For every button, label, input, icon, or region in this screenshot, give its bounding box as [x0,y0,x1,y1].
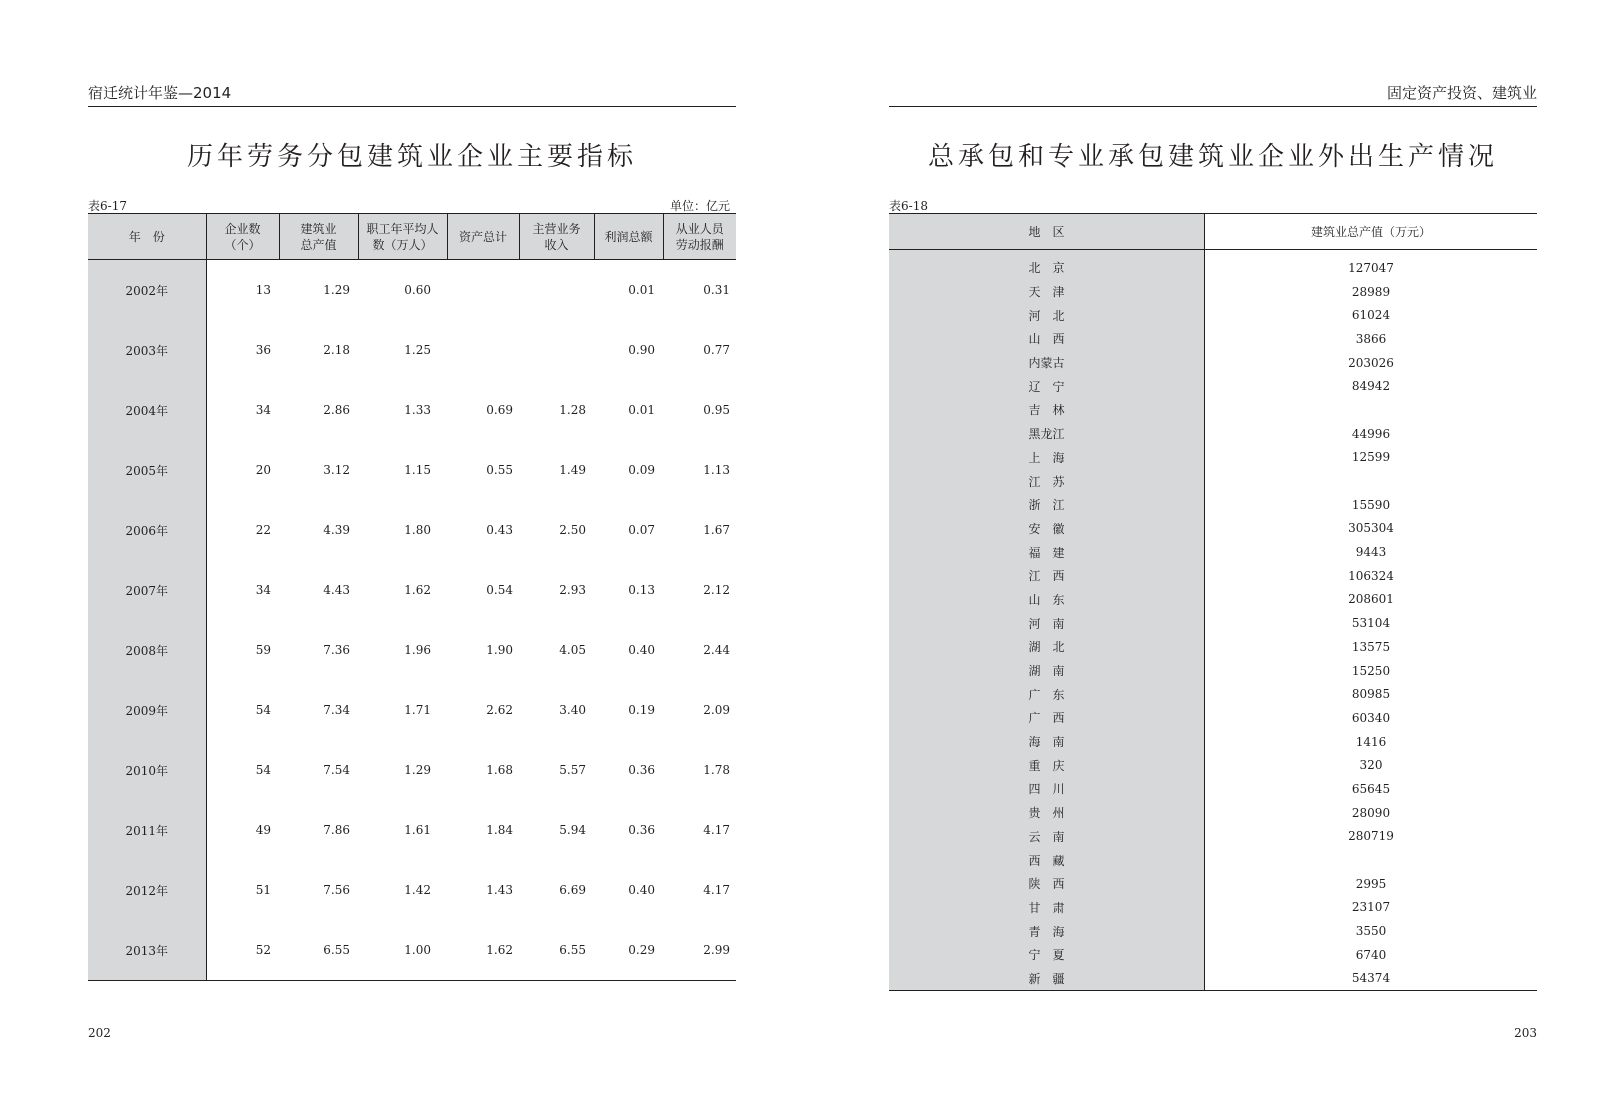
table-row [889,303,1537,327]
cell-output-value: 1416 [1355,734,1387,749]
running-head-left [88,84,736,107]
header-assets: 资产总计 [447,214,519,260]
cell-profit: 0.01 [628,403,655,417]
running-head-right [889,84,1537,107]
cell-region: 辽 宁 [889,374,1205,398]
table-header-row [88,214,736,260]
cell-profit: 0.36 [628,823,655,837]
cell-region: 湖 南 [889,659,1205,683]
cell-region: 山 西 [889,327,1205,351]
cell-staff: 1.42 [404,883,431,897]
cell-output-value: 2995 [1355,876,1387,891]
cell-revenue: 6.69 [559,883,586,897]
cell-region: 福 建 [889,540,1205,564]
cell-pay: 0.77 [703,343,730,357]
table-row [88,500,736,560]
table-row [889,872,1537,896]
cell-staff: 1.62 [404,583,431,597]
cell-staff: 1.80 [404,523,431,537]
cell-pay: 2.44 [703,643,730,657]
cell-assets: 1.62 [486,943,513,957]
cell-assets [447,260,519,321]
cell-output-value: 28090 [1351,805,1391,820]
cell-staff: 0.60 [404,283,431,297]
cell-region: 吉 林 [889,398,1205,422]
table-row [88,320,736,380]
page-title-left: 历年劳务分包建筑业企业主要指标 [186,142,637,172]
cell-profit: 0.09 [628,463,655,477]
cell-region: 湖 北 [889,635,1205,659]
table-header-row [889,214,1537,250]
page-title-right: 总承包和专业承包建筑业企业外出生产情况 [927,142,1498,172]
cell-firms: 59 [255,643,271,657]
cell-region: 贵 州 [889,801,1205,825]
table-row [889,422,1537,446]
table-row [889,682,1537,706]
cell-profit: 0.01 [628,283,655,297]
cell-firms: 20 [255,463,271,477]
cell-staff: 1.29 [404,763,431,777]
cell-firms: 54 [255,763,271,777]
cell-output: 7.36 [323,643,350,657]
cell-pay: 2.99 [703,943,730,957]
cell-output-value: 127047 [1348,260,1394,275]
cell-assets: 0.69 [486,403,513,417]
cell-pay: 1.67 [703,523,730,537]
cell-output-value: 13575 [1351,639,1391,654]
cell-pay: 1.13 [703,463,730,477]
cell-region: 西 藏 [889,848,1205,872]
yearbook-title: 宿迁统计年鉴—2014 [88,84,232,102]
cell-output-value: 65645 [1351,781,1391,796]
table-row [88,680,736,740]
cell-staff: 1.71 [404,703,431,717]
cell-pay: 1.78 [703,763,730,777]
table-row [889,659,1537,683]
cell-output-value: 84942 [1351,379,1391,394]
cell-region: 天 津 [889,280,1205,304]
header-staff: 职工年平均人 数（万人） [358,214,447,260]
table-number-right: 表6-18 [889,199,928,213]
cell-output-value: 54374 [1351,971,1391,986]
table-row [889,943,1537,967]
cell-staff: 1.15 [404,463,431,477]
cell-region: 云 南 [889,825,1205,849]
cell-year: 2004年 [88,380,206,440]
table-row [88,560,736,620]
cell-output: 3.12 [323,463,350,477]
cell-assets: 0.55 [486,463,513,477]
cell-region: 广 东 [889,682,1205,706]
table-row [889,825,1537,849]
cell-revenue: 5.57 [559,763,586,777]
table-row [88,920,736,981]
cell-revenue: 5.94 [559,823,586,837]
cell-output-value [1205,469,1538,493]
cell-region: 陕 西 [889,872,1205,896]
cell-region: 北 京 [889,250,1205,280]
cell-assets [447,320,519,380]
cell-region: 山 东 [889,588,1205,612]
cell-output-value: 9443 [1355,545,1387,560]
table-row [889,777,1537,801]
cell-profit: 0.40 [628,883,655,897]
cell-output-value: 3550 [1355,924,1387,939]
cell-year: 2005年 [88,440,206,500]
cell-year: 2006年 [88,500,206,560]
cell-output-value: 208601 [1348,592,1394,607]
cell-year: 2009年 [88,680,206,740]
page-number-left: 202 [88,1026,111,1040]
table-row [889,327,1537,351]
cell-output-value: 53104 [1351,616,1391,631]
table-row [889,730,1537,754]
cell-output-value: 203026 [1348,355,1394,370]
table-row [889,753,1537,777]
header-revenue: 主营业务 收入 [519,214,594,260]
cell-region: 青 海 [889,919,1205,943]
header-region: 地 区 [889,214,1205,250]
cell-region: 甘 肃 [889,896,1205,920]
cell-output-value: 23107 [1351,900,1391,915]
chapter-title: 固定资产投资、建筑业 [1386,84,1537,102]
cell-region: 上 海 [889,446,1205,470]
cell-output-value [1205,398,1538,422]
cell-output-value: 28989 [1351,284,1391,299]
cell-region: 浙 江 [889,493,1205,517]
cell-firms: 34 [255,403,271,417]
cell-region: 海 南 [889,730,1205,754]
cell-firms: 22 [255,523,271,537]
cell-region: 广 西 [889,706,1205,730]
cell-output: 4.39 [323,523,350,537]
cell-output-value: 80985 [1351,687,1391,702]
header-year: 年 份 [88,214,206,260]
cell-output: 7.34 [323,703,350,717]
cell-revenue: 2.93 [559,583,586,597]
table-row [889,588,1537,612]
cell-year: 2003年 [88,320,206,380]
header-output-value: 建筑业总产值（万元） [1205,214,1538,250]
cell-revenue: 1.28 [559,403,586,417]
table-row [889,374,1537,398]
table-row [889,250,1537,280]
cell-output-value: 106324 [1348,568,1394,583]
cell-profit: 0.13 [628,583,655,597]
cell-profit: 0.40 [628,643,655,657]
labor-subcontract-table [88,213,736,981]
cell-revenue: 1.49 [559,463,586,477]
table-row [889,469,1537,493]
header-profit: 利润总额 [594,214,663,260]
cell-staff: 1.96 [404,643,431,657]
cell-pay: 0.31 [703,283,730,297]
table-unit: 单位：亿元 [669,199,730,213]
table-row [889,493,1537,517]
cell-year: 2002年 [88,260,206,321]
header-output: 建筑业 总产值 [279,214,358,260]
cell-region: 重 庆 [889,753,1205,777]
cell-revenue [519,260,594,321]
table-row [88,860,736,920]
cell-year: 2007年 [88,560,206,620]
cell-firms: 54 [255,703,271,717]
cell-output: 4.43 [323,583,350,597]
cell-year: 2013年 [88,920,206,981]
cell-output-value: 15590 [1351,497,1391,512]
table-row [889,280,1537,304]
cell-pay: 2.12 [703,583,730,597]
cell-output-value: 15250 [1351,663,1391,678]
cell-region: 江 西 [889,564,1205,588]
cell-output: 2.86 [323,403,350,417]
cell-profit: 0.90 [628,343,655,357]
cell-output-value: 6740 [1355,947,1387,962]
header-pay: 从业人员 劳动报酬 [663,214,736,260]
table-row [889,967,1537,991]
cell-staff: 1.33 [404,403,431,417]
page-number-right: 203 [1514,1026,1537,1040]
table-row [889,446,1537,470]
table-row [889,564,1537,588]
cell-region: 四 川 [889,777,1205,801]
cell-revenue: 4.05 [559,643,586,657]
cell-region: 黑龙江 [889,422,1205,446]
cell-region: 河 南 [889,611,1205,635]
cell-assets: 1.90 [486,643,513,657]
outbound-production-table [889,213,1537,991]
cell-pay: 4.17 [703,823,730,837]
cell-revenue: 6.55 [559,943,586,957]
table-row [88,380,736,440]
table-row [889,919,1537,943]
cell-profit: 0.19 [628,703,655,717]
cell-year: 2010年 [88,740,206,800]
cell-profit: 0.36 [628,763,655,777]
cell-output-value: 44996 [1351,426,1391,441]
cell-output-value: 280719 [1348,829,1394,844]
cell-assets: 0.43 [486,523,513,537]
cell-region: 宁 夏 [889,943,1205,967]
cell-profit: 0.29 [628,943,655,957]
cell-assets: 2.62 [486,703,513,717]
cell-firms: 52 [255,943,271,957]
table-row [88,800,736,860]
cell-firms: 51 [255,883,271,897]
cell-output: 1.29 [323,283,350,297]
cell-output-value: 3866 [1355,331,1387,346]
table-row [889,706,1537,730]
cell-pay: 2.09 [703,703,730,717]
cell-region: 安 徽 [889,517,1205,541]
cell-output-value: 305304 [1348,521,1394,536]
table-row [889,351,1537,375]
table-row [889,848,1537,872]
cell-pay: 0.95 [703,403,730,417]
cell-output: 2.18 [323,343,350,357]
cell-revenue [519,320,594,380]
cell-assets: 1.84 [486,823,513,837]
cell-firms: 13 [255,283,271,297]
cell-output-value [1205,848,1538,872]
cell-pay: 4.17 [703,883,730,897]
cell-output: 7.56 [323,883,350,897]
table-row [889,801,1537,825]
cell-output-value: 320 [1359,758,1383,773]
cell-revenue: 3.40 [559,703,586,717]
cell-region: 新 疆 [889,967,1205,991]
table-row [889,540,1537,564]
table-row [88,620,736,680]
table-row [889,398,1537,422]
cell-output-value: 60340 [1351,710,1391,725]
left-page [88,0,736,1099]
header-firms: 企业数 （个） [206,214,279,260]
cell-region: 河 北 [889,303,1205,327]
cell-firms: 36 [255,343,271,357]
cell-profit: 0.07 [628,523,655,537]
table-row [88,440,736,500]
cell-output-value: 61024 [1351,308,1391,323]
cell-assets: 0.54 [486,583,513,597]
cell-staff: 1.00 [404,943,431,957]
table-number-left: 表6-17 [88,199,127,213]
cell-firms: 49 [255,823,271,837]
cell-firms: 34 [255,583,271,597]
cell-staff: 1.61 [404,823,431,837]
table-row [88,740,736,800]
cell-assets: 1.43 [486,883,513,897]
cell-year: 2008年 [88,620,206,680]
table-row [889,517,1537,541]
cell-year: 2012年 [88,860,206,920]
right-page [889,0,1537,1099]
table-row [88,260,736,321]
cell-region: 江 苏 [889,469,1205,493]
cell-region: 内蒙古 [889,351,1205,375]
cell-assets: 1.68 [486,763,513,777]
cell-staff: 1.25 [404,343,431,357]
cell-year: 2011年 [88,800,206,860]
cell-revenue: 2.50 [559,523,586,537]
table-row [889,896,1537,920]
cell-output: 7.54 [323,763,350,777]
table-row [889,611,1537,635]
cell-output: 7.86 [323,823,350,837]
table-row [889,635,1537,659]
cell-output-value: 12599 [1351,450,1391,465]
cell-output: 6.55 [323,943,350,957]
